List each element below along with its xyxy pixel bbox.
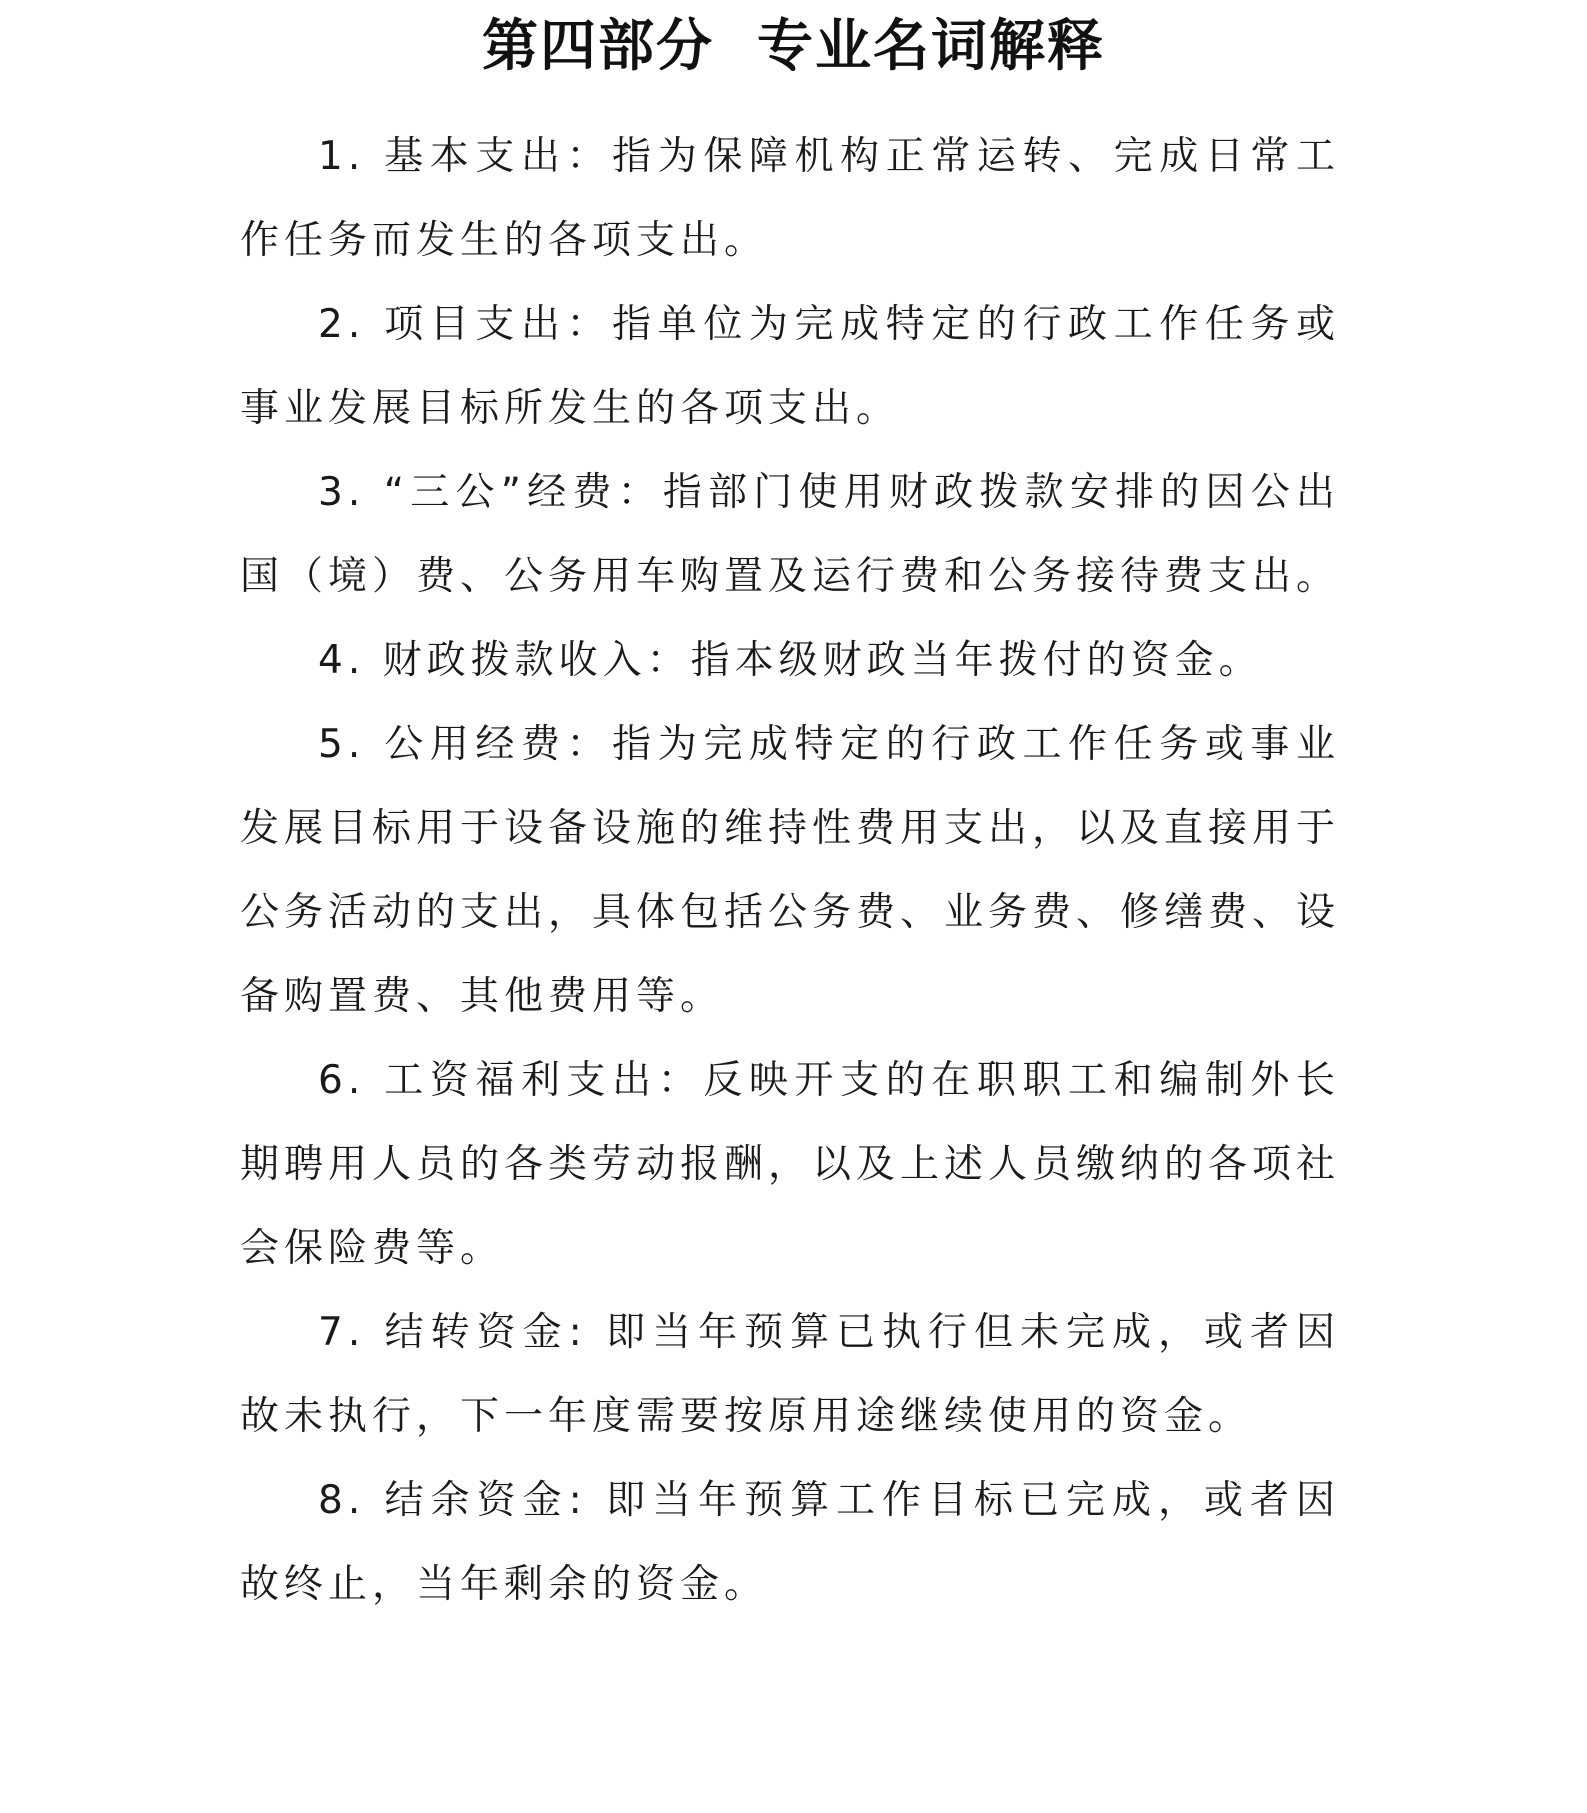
definition-paragraph: 5. 公用经费：指为完成特定的行政工作任务或事业发展目标用于设备设施的维持性费用支出，以及直接用于公务活动的支出，具体包括公务费、业务费、修缮费、设备购置费、其他费用等。 xyxy=(240,722,1341,1019)
definition-paragraph: 7. 结转资金: 即当年预算已执行但未完成，或者因故未执行，下一年度需要按原用途继续使用的资金。 xyxy=(240,1310,1340,1439)
definition-paragraph: 6. 工资福利支出：反映开支的在职职工和编制外长期聘用人员的各类劳动报酬，以及上述人员缴纳的各项社会保险费等。 xyxy=(240,1058,1341,1271)
definition-paragraph: 1. 基本支出：指为保障机构正常运转、完成日常工作任务而发生的各项支出。 xyxy=(240,134,1340,263)
definition-paragraph: 4. 财政拨款收入：指本级财政当年拨付的资金。 xyxy=(318,638,1263,683)
definition-paragraph: 3. “三公”经费：指部门使用财政拨款安排的因公出国（境）费、公务用车购置及运行费和公务接待费支出。 xyxy=(240,470,1341,599)
definition-paragraph: 8. 结余资金: 即当年预算工作目标已完成，或者因故终止，当年剩余的资金。 xyxy=(240,1478,1340,1607)
definitions-body xyxy=(240,115,1340,1627)
definition-paragraph: 2. 项目支出：指单位为完成特定的行政工作任务或事业发展目标所发生的各项支出。 xyxy=(240,302,1340,431)
page-title: 第四部分 专业名词解释 xyxy=(482,13,1105,79)
